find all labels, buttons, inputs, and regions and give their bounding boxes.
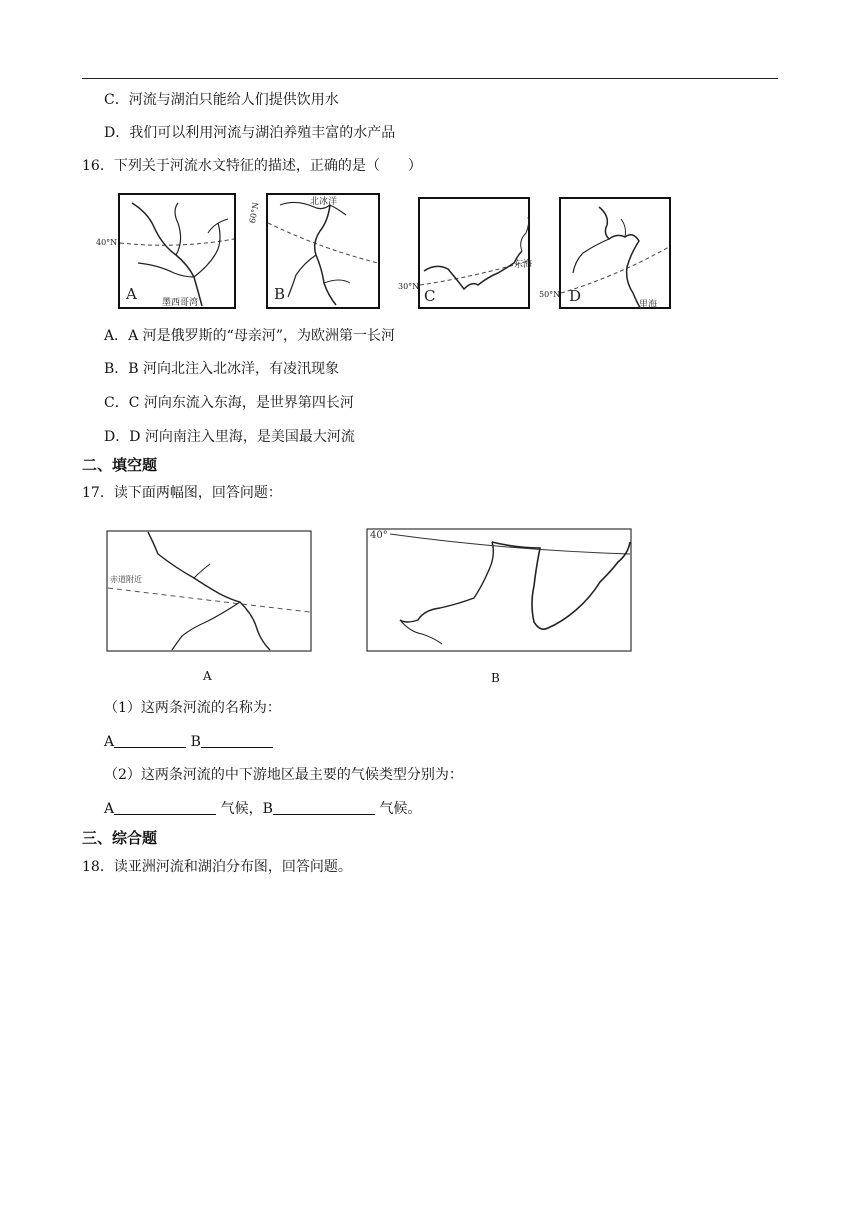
q16-map-c-lat: 30°N (398, 282, 420, 291)
q17-sub2: （2）这两条河流的中下游地区最主要的气候类型分别为： (104, 767, 463, 783)
q17-answer1-line (104, 732, 273, 752)
q17-sub1: （1）这两条河流的名称为： (104, 700, 281, 716)
q15-option-c: C．河流与湖泊只能给人们提供饮用水 (104, 92, 339, 108)
section-comprehensive-title: 三、综合题 (82, 829, 158, 847)
q16-map-a (96, 193, 236, 309)
q16-option-b: B．B 河向北注入北冰洋，有凌汛现象 (104, 361, 340, 377)
q16-map-d-lat: 50°N (539, 290, 561, 299)
q15-option-d: D．我们可以利用河流与湖泊养殖丰富的水产品 (104, 125, 396, 141)
q17-ans2-end: 气候。 (379, 801, 422, 817)
q16-map-a-letter: A (126, 285, 137, 303)
q17-ans1-b-label: B (190, 734, 201, 750)
q17-map-b (366, 528, 632, 652)
q16-map-c-sea: 东海 (514, 260, 533, 270)
q16-map-b-lat: 60°N (248, 201, 261, 224)
q16-map-a-lat: 40°N (96, 238, 118, 247)
q16-map-b-letter: B (274, 285, 286, 303)
q16-option-d: D．D 河向南注入里海，是美国最大河流 (104, 429, 355, 445)
q16-option-a: A．A 河是俄罗斯的“母亲河”，为欧洲第一长河 (104, 328, 395, 344)
q17-stem: 17．读下面两幅图，回答问题： (82, 485, 282, 501)
q16-stem: 16．下列关于河流水文特征的描述，正确的是（ ） (82, 158, 422, 174)
q16-map-b-sea: 北冰洋 (310, 197, 338, 207)
section-fill-blank-title: 二、填空题 (82, 456, 158, 474)
q17-ans1-a-blank[interactable] (114, 733, 186, 748)
q16-map-d-sea: 里海 (639, 300, 658, 310)
q17-ans1-b-blank[interactable] (201, 733, 273, 748)
q16-map-c (398, 197, 533, 309)
header-rule (82, 78, 778, 79)
q17-map-a-caption: A (203, 669, 212, 683)
q17-ans2-a-blank[interactable] (114, 800, 216, 815)
q16-option-c: C．C 河向东流入东海，是世界第四长河 (104, 395, 354, 411)
q16-map-d (539, 197, 671, 310)
q17-ans2-mid: 气候，B (220, 801, 273, 817)
q17-map-b-lat: 40° (370, 530, 388, 541)
q16-map-c-letter: C (424, 287, 436, 305)
q17-ans2-a-label: A (104, 801, 115, 817)
q17-map-a-line-label: 赤道附近 (110, 575, 142, 584)
q16-map-d-letter: D (569, 287, 582, 305)
q17-answer2-line (104, 799, 421, 819)
q17-ans1-a-label: A (104, 734, 115, 750)
q18-stem: 18．读亚洲河流和湖泊分布图，回答问题。 (82, 859, 352, 875)
q17-map-a (106, 530, 312, 654)
q16-map-a-sea: 墨西哥湾 (162, 298, 199, 308)
q16-map-b (248, 193, 380, 309)
q17-map-b-caption: B (491, 671, 500, 685)
q17-ans2-b-blank[interactable] (273, 800, 375, 815)
